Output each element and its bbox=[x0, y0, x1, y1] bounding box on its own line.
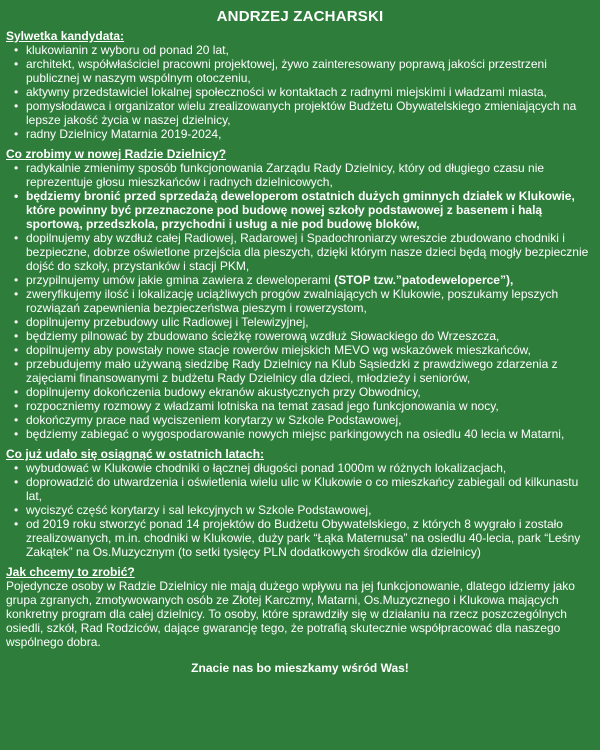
section-plans bbox=[6, 147, 594, 441]
achieved-list bbox=[6, 461, 594, 559]
list-item: • zweryfikujemy ilość i lokalizację uciążliwych progów zwalniających w Klukowie, poszukamy lepszych rozwiązań zapewnienia bezpieczeństwa pieszym i rowerzystom, bbox=[26, 287, 594, 315]
list-item: • klukowianin z wyboru od ponad 20 lat, bbox=[26, 43, 594, 57]
list-item: • dopilnujemy dokończenia budowy ekranów akustycznych przy Obwodnicy, bbox=[26, 385, 594, 399]
list-item: • wyciszyć część korytarzy i sal lekcyjnych w Szkole Podstawowej, bbox=[26, 503, 594, 517]
profile-heading: Sylwetka kandydata: bbox=[6, 29, 125, 43]
list-item: • będziemy zabiegać o wygospodarowanie nowych miejsc parkingowych na osiedlu 40 lecia w Matarni, bbox=[26, 427, 594, 441]
list-item: • pomysłodawca i organizator wielu zrealizowanych projektów Budżetu Obywatelskiego zmieniających na lepsze jakość życia w naszej dzielnicy, bbox=[26, 99, 594, 127]
list-item: • przebudujemy mało używaną siedzibę Rady Dzielnicy na Klub Sąsiedzki z prawdziwego zdarzenia z zajęciami finansowanymi z budżetu Rady Dzielnicy dla dzieci, młodzieży i seniorów, bbox=[26, 357, 594, 385]
list-item-text: przypilnujemy umów jakie gmina zawiera z deweloperami bbox=[26, 273, 335, 287]
list-item: • dopilnujemy aby powstały nowe stacje rowerów miejskich MEVO wg wskazówek mieszkańców, bbox=[26, 343, 594, 357]
section-achieved bbox=[6, 447, 594, 559]
list-item: • doprowadzić do utwardzenia i oświetlenia wielu ulic w Klukowie o co mieszkańcy zabiegali od kilkunastu lat, bbox=[26, 475, 594, 503]
plans-heading: Co zrobimy w nowej Radzie Dzielnicy? bbox=[6, 147, 227, 161]
list-item: • dokończymy prace nad wyciszeniem korytarzy w Szkole Podstawowej, bbox=[26, 413, 594, 427]
stop-developers-text: (STOP tzw.”patodeweloperce”), bbox=[334, 273, 514, 287]
closing-slogan: Znacie nas bo mieszkamy wśród Was! bbox=[191, 661, 409, 675]
list-item: • będziemy bronić przed sprzedażą deweloperom ostatnich dużych gminnych działek w Klukowie, które powinny być przeznaczone pod budowę nowej szkoły podstawowej z basenem i halą sportową, przedszkola, przychodni i usług a nie pod budowę bloków, bbox=[26, 189, 594, 231]
achieved-heading: Co już udało się osiągnąć w ostatnich latach: bbox=[6, 447, 265, 461]
section-how bbox=[6, 565, 594, 649]
list-item: • radny Dzielnicy Matarnia 2019-2024, bbox=[26, 127, 594, 141]
how-heading: Jak chcemy to zrobić? bbox=[6, 565, 135, 579]
list-item: • wybudować w Klukowie chodniki o łącznej długości ponad 1000m w różnych lokalizacjach, bbox=[26, 461, 594, 475]
list-item: • rozpoczniemy rozmowy z władzami lotniska na temat zasad jego funkcjonowania w nocy, bbox=[26, 399, 594, 413]
list-item: • od 2019 roku stworzyć ponad 14 projektów do Budżetu Obywatelskiego, z których 8 wygrało i zostało zrealizowanych, m.in. chodniki w Klukowie, duży park “Łąka Maternusa” na osiedlu 40-lecia, park “Leśny Zakątek” na Os.Muzycznym (to setki tysięcy PLN dodatkowych środków dla dzielnicy) bbox=[26, 517, 594, 559]
candidate-name: ANDRZEJ ZACHARSKI bbox=[216, 8, 384, 25]
plans-list bbox=[6, 161, 594, 441]
list-item: • architekt, współwłaściciel pracowni projektowej, żywo zainteresowany poprawą jakości przestrzeni publicznej w naszym wspólnym otoczeniu, bbox=[26, 57, 594, 85]
list-item: • będziemy pilnować by zbudowano ścieżkę rowerową wzdłuż Słowackiego do Wrzeszcza, bbox=[26, 329, 594, 343]
how-paragraph: Pojedyncze osoby w Radzie Dzielnicy nie mają dużego wpływu na jej funkcjonowanie, dlatego idziemy jako grupa zgranych, zmotywowanych osób ze Złotej Karczmy, Matarni, Os.Muzycznego i Klukowa mających konkretny program dla całej dzielnicy. To osoby, które sprawdziły się w działaniu na rzecz poszczególnych osiedli, szkół, Rad Rodziców, dające gwarancję tego, że potrafią skutecznie współpracować dla naszego wspólnego dobra. bbox=[6, 579, 575, 649]
list-item: • dopilnujemy przebudowy ulic Radiowej i Telewizyjnej, bbox=[26, 315, 594, 329]
list-item: • aktywny przedstawiciel lokalnej społeczności w kontaktach z radnymi miejskimi i władzami miasta, bbox=[26, 85, 594, 99]
list-item bbox=[26, 273, 594, 287]
list-item: • dopilnujemy aby wzdłuż całej Radiowej, Radarowej i Spadochroniarzy wreszcie zbudowano chodniki i bezpieczne, dobrze oświetlone przejścia dla pieszych, dzięki którym nasze dzieci będą mogły bezpiecznie dojść do szkoły, przystanków i stacji PKM, bbox=[26, 231, 594, 273]
profile-list bbox=[6, 43, 594, 141]
section-profile bbox=[6, 29, 594, 141]
list-item: • radykalnie zmienimy sposób funkcjonowania Zarządu Rady Dzielnicy, który od długiego czasu nie reprezentuje głosu mieszkańców i radnych dzielnicowych, bbox=[26, 161, 594, 189]
